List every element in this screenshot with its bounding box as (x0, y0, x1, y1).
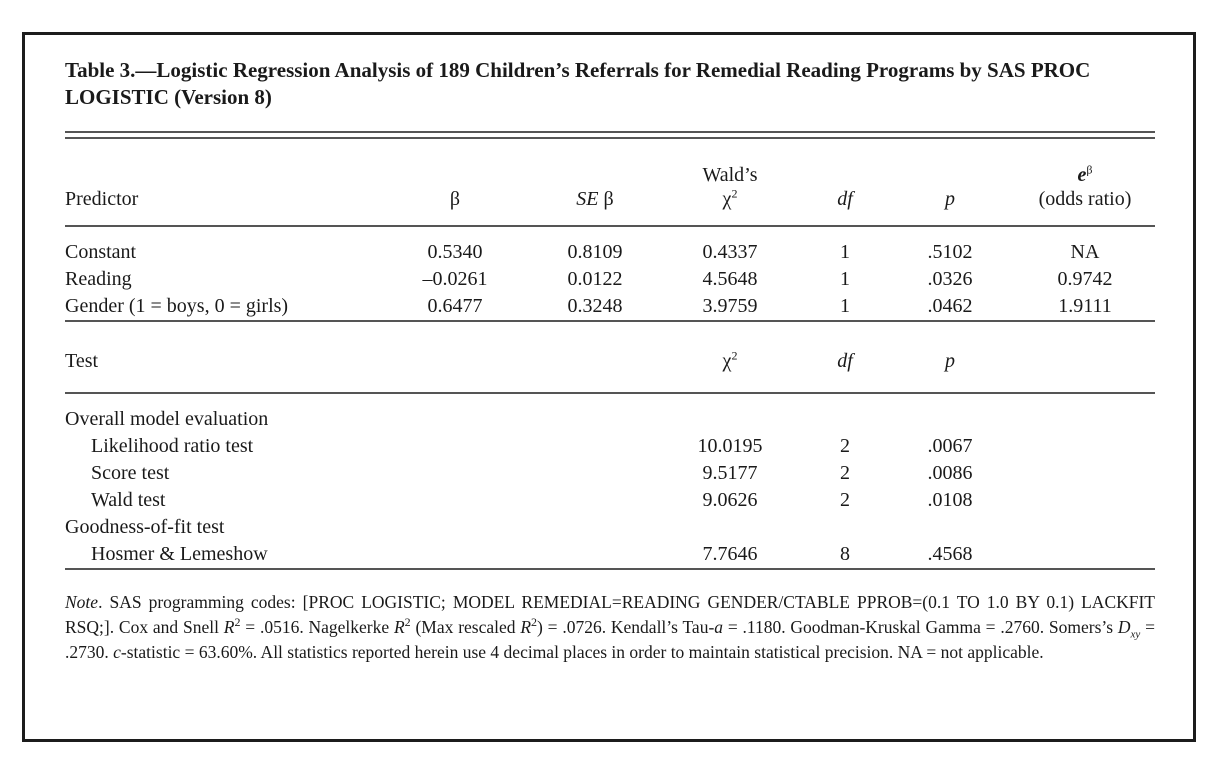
wald-header (655, 139, 805, 226)
note-text: (Max rescaled (410, 617, 521, 637)
note-text: -statistic = 63.60%. All statistics reported herein use 4 decimal places in order to maintain statistical precision. NA = not applicable. (120, 642, 1044, 662)
df-value: 1 (840, 295, 850, 317)
wald-value: 0.4337 (702, 241, 758, 263)
chi-header-sup: 2 (731, 347, 738, 362)
test-name: Wald test (91, 489, 166, 511)
note-text: . SAS programming codes: [PROC LOGISTIC; MODEL REMEDIAL=READING GENDER/CTABLE PPROB=(0.1 TO 1.0 BY 0.1) LACKFIT RSQ;]. Cox and Snell (65, 592, 1155, 637)
predictor-name: Reading (65, 268, 132, 290)
table-container (65, 57, 1155, 665)
p-header: p (945, 188, 955, 210)
table-row (65, 433, 1155, 460)
p-value: .4568 (927, 543, 973, 565)
wald-value: 4.5648 (702, 268, 758, 290)
beta-value: 0.5340 (427, 241, 483, 263)
beta-value: 0.6477 (427, 295, 483, 317)
chi-header (655, 330, 805, 393)
se-beta-header (535, 139, 655, 226)
note-sup: 2 (404, 615, 411, 630)
note-a: a (714, 617, 724, 637)
odds-header-label: (odds ratio) (1038, 188, 1132, 210)
gof-section-label: Goodness-of-fit test (65, 516, 225, 538)
wald-header-chi: χ (722, 188, 732, 210)
odds-value: 0.9742 (1057, 268, 1113, 290)
df-value: 1 (840, 268, 850, 290)
test-name: Score test (91, 462, 170, 484)
note-text: = .1180. Goodman-Kruskal Gamma = .2760. Somers’s (723, 617, 1118, 637)
chi2-value: 7.7646 (702, 543, 758, 565)
test-header: Test (65, 349, 99, 372)
regression-table (65, 139, 1155, 580)
section-label-row (65, 394, 1155, 433)
p-value: .0108 (927, 489, 973, 511)
df-value: 2 (840, 462, 850, 484)
note-text: ) = .0726. Kendall’s Tau- (537, 617, 715, 637)
p-value: .5102 (927, 241, 973, 263)
wald-header-sup: 2 (731, 186, 738, 201)
odds-header-e: e (1077, 164, 1087, 186)
section-label-row (65, 514, 1155, 541)
table-row (65, 541, 1155, 569)
chi2-value: 10.0195 (697, 435, 763, 457)
note-label: Note (65, 592, 99, 612)
predictor-name: Constant (65, 241, 137, 263)
overall-section-label: Overall model evaluation (65, 408, 269, 430)
table-row (65, 293, 1155, 321)
test-p-header: p (945, 349, 955, 372)
note-r: R (520, 617, 532, 637)
se-header-text: SE (576, 188, 599, 210)
note-sup: 2 (531, 615, 538, 630)
wald-header-line1: Wald’s (702, 164, 758, 186)
table-row (65, 460, 1155, 487)
p-value: .0326 (927, 268, 973, 290)
note-text: = .2730. (65, 617, 1155, 662)
odds-header (1015, 139, 1155, 226)
p-value: .0462 (927, 295, 973, 317)
se-value: 0.3248 (567, 295, 623, 317)
test-df-header: df (837, 349, 853, 372)
chi-header-symbol: χ (722, 349, 732, 372)
test-name: Likelihood ratio test (91, 435, 254, 457)
rule-row (65, 569, 1155, 580)
top-double-rule (65, 131, 1155, 139)
odds-value: NA (1070, 241, 1100, 263)
note-sub: xy (1130, 628, 1141, 641)
chi2-value: 9.0626 (702, 489, 758, 511)
p-value: .0086 (927, 462, 973, 484)
predictor-name: Gender (1 = boys, 0 = girls) (65, 295, 289, 317)
table-note (65, 590, 1155, 665)
rule-row (65, 321, 1155, 330)
se-value: 0.0122 (567, 268, 623, 290)
chi2-value: 9.5177 (702, 462, 758, 484)
beta-header: β (449, 188, 461, 210)
wald-value: 3.9759 (702, 295, 758, 317)
note-d: D (1117, 617, 1131, 637)
df-value: 8 (840, 543, 850, 565)
note-r: R (223, 617, 235, 637)
p-value: .0067 (927, 435, 973, 457)
predictor-header-row (65, 139, 1155, 226)
table-frame (22, 32, 1196, 742)
test-name: Hosmer & Lemeshow (91, 543, 268, 565)
se-header-beta: β (598, 188, 614, 210)
odds-value: 1.9111 (1058, 295, 1112, 317)
table-title: Table 3.—Logistic Regression Analysis of 189 Children’s Referrals for Remedial Reading Programs by SAS PROC LOGISTIC (Version 8) (65, 58, 1091, 109)
predictor-header: Predictor (65, 188, 139, 210)
table-row (65, 227, 1155, 266)
df-value: 1 (840, 241, 850, 263)
df-value: 2 (840, 435, 850, 457)
df-header: df (837, 188, 853, 210)
df-value: 2 (840, 489, 850, 511)
odds-header-sup: β (1086, 162, 1093, 177)
note-c: c (113, 642, 121, 662)
beta-value: –0.0261 (422, 268, 488, 290)
table-row (65, 266, 1155, 293)
note-r: R (393, 617, 405, 637)
test-header-row (65, 330, 1155, 393)
note-sup: 2 (234, 615, 241, 630)
note-text: = .0516. Nagelkerke (240, 617, 394, 637)
table-row (65, 487, 1155, 514)
se-value: 0.8109 (567, 241, 623, 263)
